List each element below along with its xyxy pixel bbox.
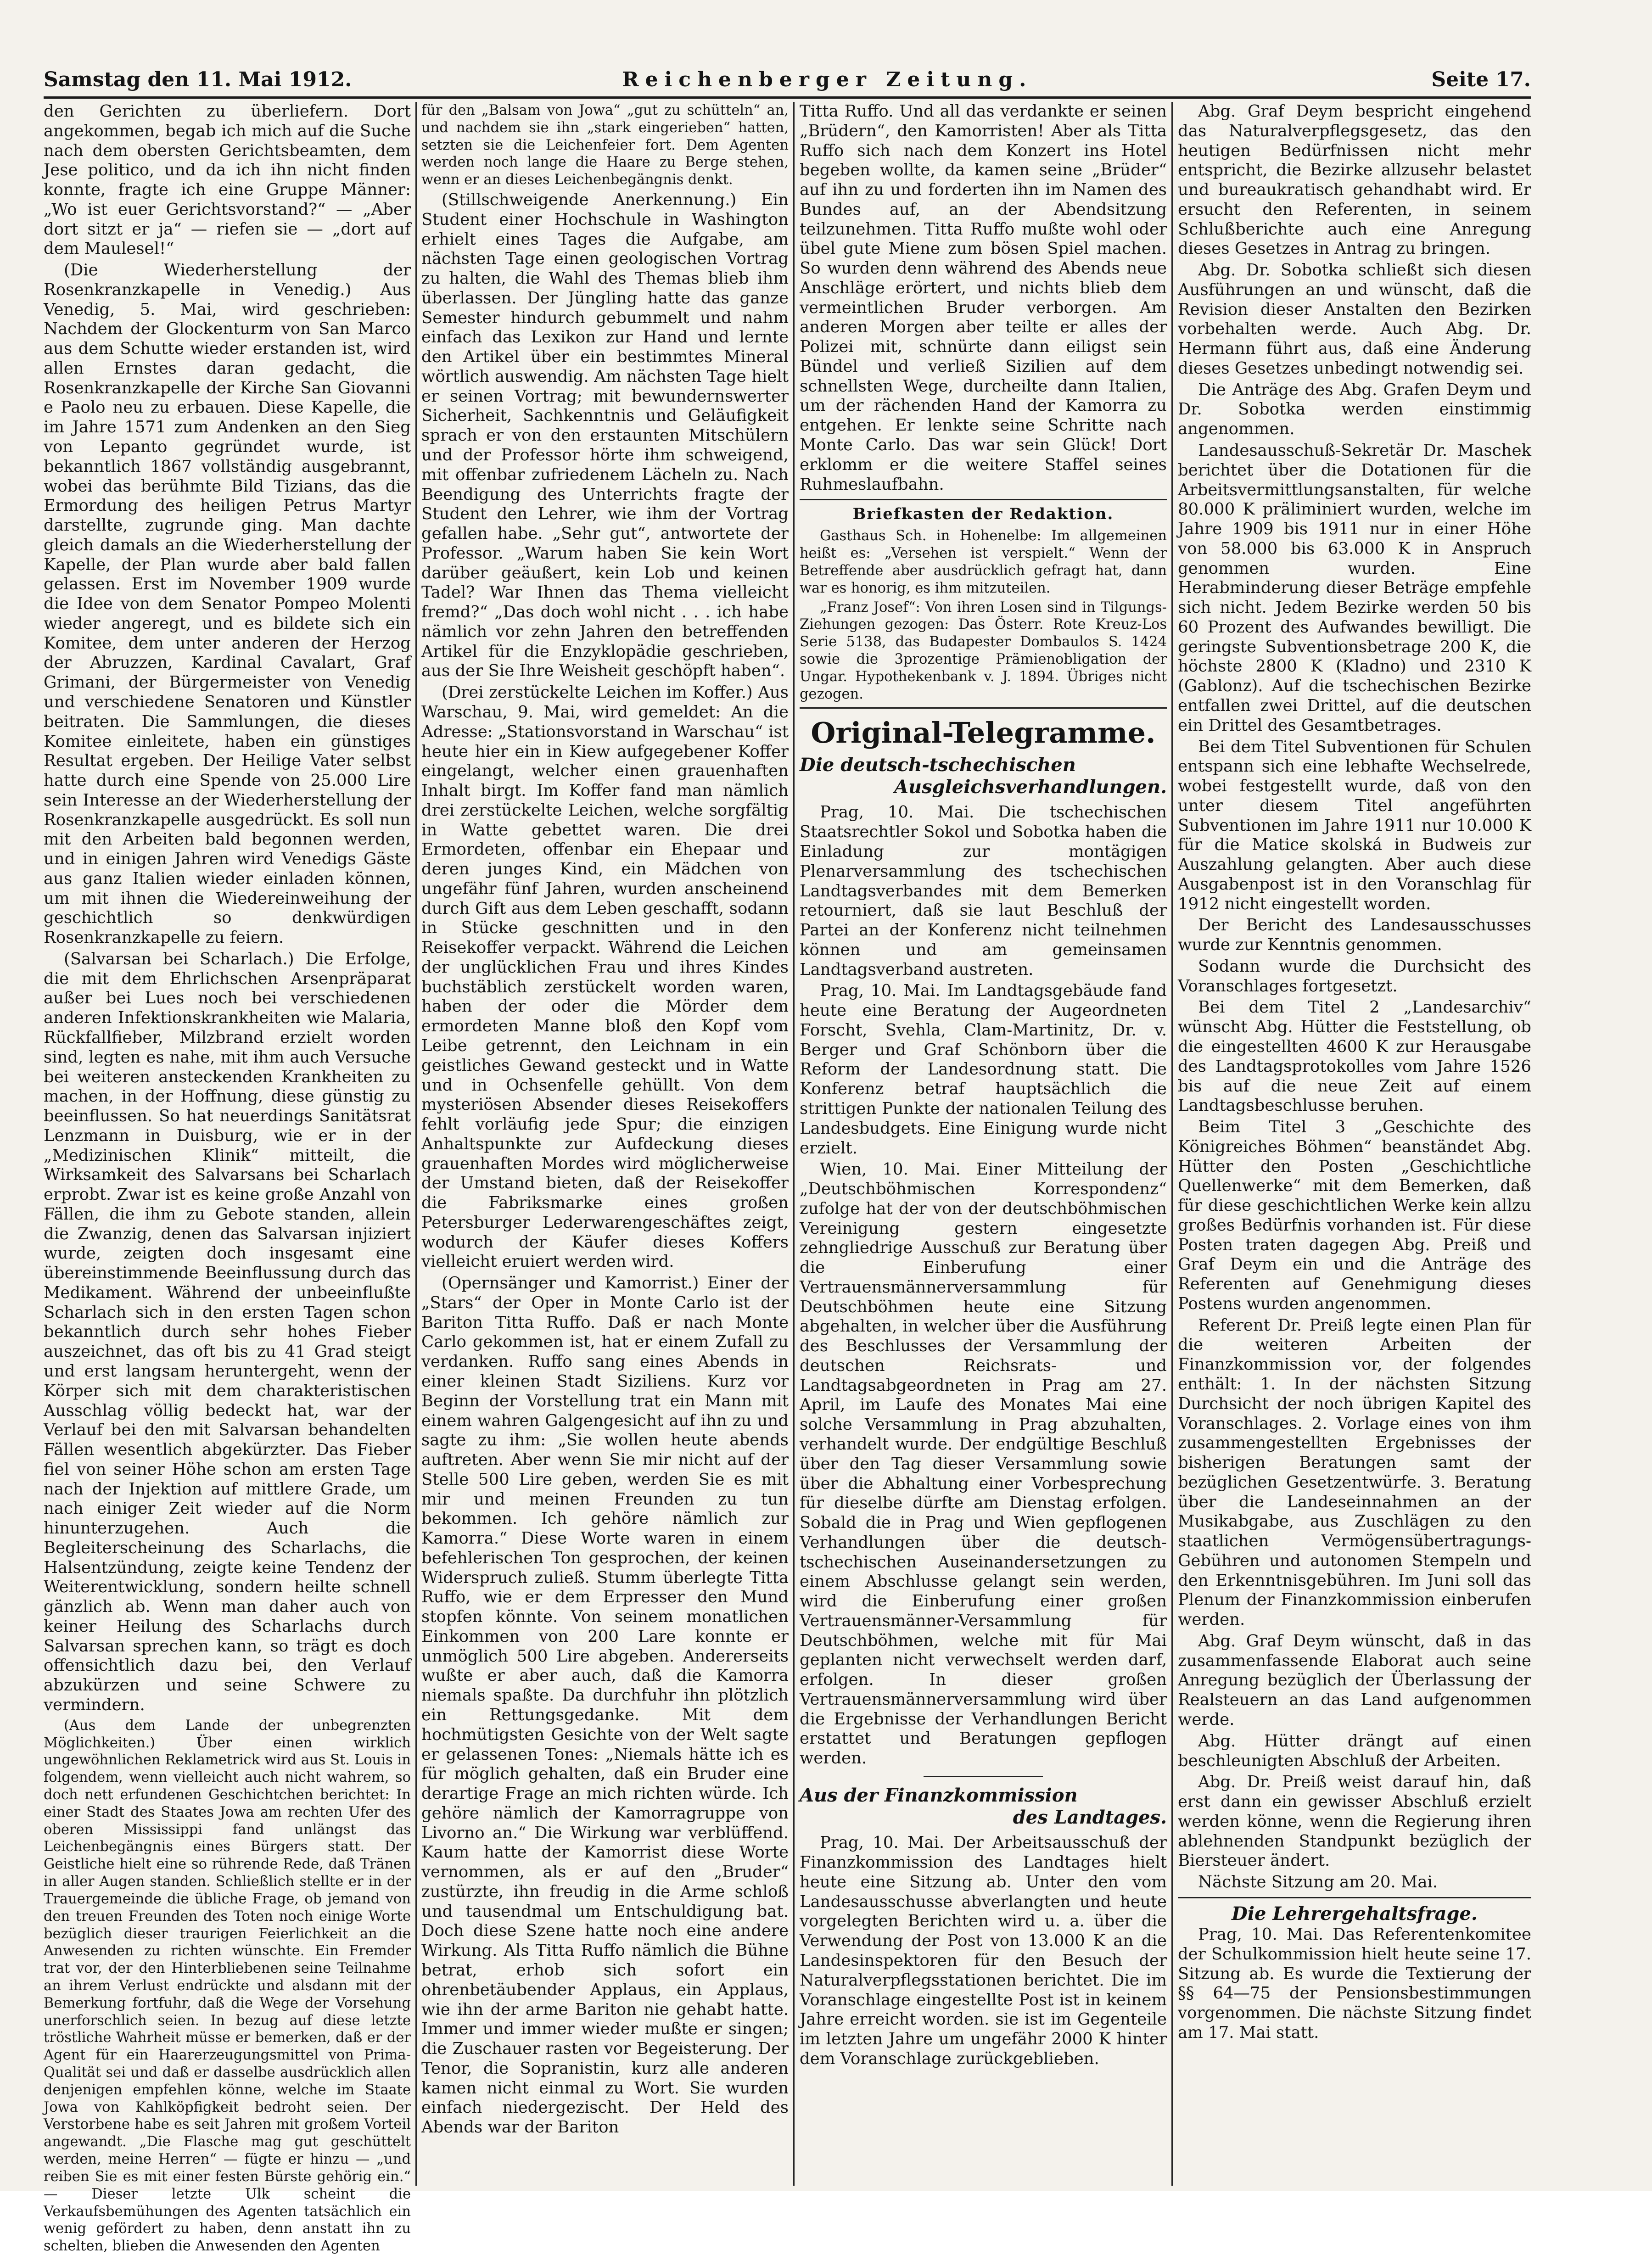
paragraph: Beim Titel 3 „Geschichte des Königreiches Böhmen“ beanständet Abg. Hütter den Posten „Geschichtliche Quellenwerke“ mit dem Bemerken, daß für diese geschichtlichen Werke kein allzu großes Bedürfnis vorhanden ist. Für diese Posten traten dagegen Abg. Preiß und Graf Deym ein und die Anträge des Referenten auf Genehmigung dieses Postens wurden angenommen.: [1178, 1118, 1531, 1313]
header-newspaper-title: Reichenberger Zeitung.: [622, 68, 1033, 91]
article-anerkennung: (Stillschweigende Anerkennung.) Ein Student einer Hochschule in Washington erhielt eines Tages die Aufgabe, am nächsten Tage einen geologischen Vortrag zu halten, die Wahl des Themas blieb ihm überlassen. Der Jüngling hatte das ganze Semester hindurch gebummelt und nahm einfach das Lexikon zur Hand und lernte den Artikel über ein bestimmtes Mineral wörtlich auswendig. Am nächsten Tage hielt er seinen Vortrag; mit bewundernswerter Sicherheit, Sachkenntnis und Geläufigkeit sprach er von den erstaunten Mitschülern und der Professor hörte ihm schweigend, mit offenbar zufriedenem Lächeln zu. Nach Beendigung des Unterrichts fragte der Student den Lehrer, wie ihm der Vortrag gefallen habe. „Sehr gut“, antwortete der Professor. „Warum haben Sie kein Wort darüber geäußert, kein Lob und keinen Tadel? War Ihnen das Thema vielleicht fremd?“ „Das doch wohl nicht . . . ich habe nämlich vor zehn Jahren den betreffenden Artikel für die Enzyklopädie geschrieben, aus der Sie Ihre Weisheit geschöpft haben“.: [421, 190, 789, 681]
column-rule: [1171, 102, 1173, 2186]
paragraph: Der Bericht des Landesausschusses wurde zur Kenntnis genommen.: [1178, 916, 1531, 955]
section-rule: [800, 499, 1167, 500]
article-salvarsan: (Salvarsan bei Scharlach.) Die Erfolge, die mit dem Ehrlichschen Arsenpräparat außer bei Lues noch bei verschiedenen anderen Infektionskrankheiten wie Malaria, Rückfallfieber, Milzbrand erzielt worden sind, legten es nahe, mit ihm auch Versuche bei weiteren ansteckenden Krankheiten zu machen, in der Hoffnung, diese günstig zu beeinflussen. So hat neuerdings Sanitätsrat Lenzmann in Duisburg, wie er in der „Medizinischen Klinik“ mitteilt, die Wirksamkeit des Salvarsans bei Scharlach erprobt. Zwar ist es keine große Anzahl von Fällen, die ihm zu Gebote standen, allein die Zwanzig, denen das Salvarsan injiziert wurde, zeigten doch insgesamt eine übereinstimmende Beeinflussung durch das Medikament. Während der unbeeinflußte Scharlach sich in den ersten Tagen schon bekanntlich durch sehr hohes Fieber auszeichnet, das oft bis zu 41 Grad steigt und erst langsam heruntergeht, wenn der Körper sich mit dem charakteristischen Ausschlag völlig bedeckt hat, war der Verlauf bei den mit Salvarsan behandelten Fällen wesentlich abgekürzter. Das Fieber fiel von seiner Höhe schon am ersten Tage nach der Injektion auf mittlere Grade, um nach einiger Zeit wieder auf die Norm hinunterzugehen. Auch die Begleiterscheinung des Scharlachs, die Halsentzündung, zeigte keine Tendenz der Weiterentwicklung, sondern heilte schnell gänzlich ab. Wenn man daher auch von keiner Heilung des Scharlachs durch Salvarsan sprechen kann, so trägt es doch offensichtlich dazu bei, den Verlauf abzukürzen und seine Schwere zu vermindern.: [44, 949, 411, 1715]
telegram-finanzkommission: Prag, 10. Mai. Der Arbeitsausschuß der Finanzkommission des Landtages hielt heute eine Sitzung ab. Unter den vom Landesausschusse abverlangten und heute vorgelegten Berichten wird u. a. über die Verwendung der Post von 13.000 K an die Landesinspektoren für den Besuch der Naturalverpflegsstationen berichtet. Die im Voranschlage eingestellte Post ist in keinem Jahre erreicht worden. sie ist im Gegenteile im letzten Jahre um ungefähr 2000 K hinter dem Voranschlage zurückgeblieben.: [800, 1833, 1167, 2068]
paragraph: Abg. Dr. Sobotka schließt sich diesen Ausführungen an und wünscht, daß die Revision dieser Anstalten den Bezirken vorbehalten werde. Auch Abg. Dr. Hermann führt aus, daß eine Änderung dieses Gesetzes unbedingt notwendig sei.: [1178, 261, 1531, 378]
column-1: [44, 102, 411, 2255]
article-continuation: Titta Ruffo. Und all das verdankte er seinen „Brüdern“, den Kamorristen! Aber als Titta Ruffo sich nach dem Konzert ins Hotel begeben wollte, da kamen seine „Brüder“ auf ihn zu und forderten ihn im Namen des Bundes auf, an der Abendsitzung teilzunehmen. Titta Ruffo mußte wohl oder übel gute Miene zum bösen Spiel machen. So wurden denn während des Abends neue Anschläge erörtert, und nichts blieb dem vermeintlichen Bruder verborgen. Am anderen Morgen aber teilte er alles der Polizei mit, schnürte dann eiligst sein Bündel und verließ Sizilien auf dem schnellsten Wege, durcheilte dann Italien, um der rächenden Hand der Kamorra zu entgehen. Er lenkte seine Schritte nach Monte Carlo. Das war sein Glück! Dort erklomm er die weitere Staffel seines Ruhmeslaufbahn.: [800, 102, 1167, 494]
header-date: Samstag den 11. Mai 1912.: [44, 68, 352, 91]
section-heading-briefkasten: Briefkasten der Redaktion.: [852, 505, 1114, 524]
article-leichen-im-koffer: (Drei zerstückelte Leichen im Koffer.) Aus Warschau, 9. Mai, wird gemeldet: An die Adresse: „Stationsvorstand in Warschau“ ist heute hier ein in Kiew aufgegebener Koffer eingelangt, welcher einen grauenhaften Inhalt birgt. Im Koffer fand man nämlich drei zerstückelte Leichen, welche sorgfältig in Watte gebettet waren. Die drei Ermordeten, offenbar ein Ehepaar und deren junges Kind, ein Mädchen von ungefähr fünf Jahren, wurden anscheinend durch Gift aus dem Leben geschafft, sodann in Stücke geschnitten und in den Reisekoffer verpackt. Während die Leichen der unglücklichen Frau und ihres Kindes buchstäblich zerstückelt worden waren, haben der oder die Mörder dem ermordeten Manne bloß den Kopf vom Leibe getrennt, den Leichnam in ein geistliches Gewand gesteckt und in Watte und in Ochsenfelle gehüllt. Von dem mysteriösen Absender dieses Reisekoffers fehlt vorläufig jede Spur; die einzigen Anhaltspunkte zur Aufdeckung dieses grauenhaften Mordes wird möglicherweise der Umstand bieten, daß der Reisekoffer die Fabriksmarke eines großen Petersburger Lederwarengeschäftes zeigt, wodurch der Käufer dieses Koffers vielleicht eruiert werden wird.: [421, 683, 789, 1271]
header-rule: [44, 96, 1531, 99]
column-4: [1178, 102, 1531, 2186]
article-opernsaenger: (Opernsänger und Kamorrist.) Einer der „Stars“ der Oper in Monte Carlo ist der Bariton Titta Ruffo. Daß er nach Monte Carlo gekommen ist, hat er einem Zufall zu verdanken. Ruffo sang eines Abends in einer kleinen Stadt Siziliens. Kurz vor Beginn der Vorstellung trat ein Mann mit einem wahren Galgengesicht auf ihn zu und sagte zu ihm: „Sie wollen heute abends auftreten. Aber wenn Sie mir nicht auf der Stelle 500 Lire geben, werden Sie es mit mir und meinen Freunden zu tun bekommen. Ich gehöre nämlich zur Kamorra.“ Diese Worte waren in einem befehlerischen Ton gesprochen, der keinen Widerspruch zuließ. Stumm überlegte Titta Ruffo, wie er dem Erpresser den Mund stopfen könnte. Von seinem monatlichen Einkommen von 200 Lare konnte er unmöglich 500 Lire abgeben. Andererseits wußte er aber auch, daß die Kamorra niemals spaßte. Da durchfuhr ihn plötzlich ein Rettungsgedanke. Mit dem hochmütigsten Gesichte von der Welt sagte er gelassenen Tones: „Niemals hätte ich es für möglich gehalten, daß ein Bruder eine derartige Frage an mich richten würde. Ich gehöre nämlich der Kamorragruppe von Livorno an.“ Die Wirkung war verblüffend. Kaum hatte der Kamorrist diese Worte vernommen, als er auf den „Bruder“ zustürzte, ihn freudig in die Arme schloß und tausendmal um Entschuldigung bat. Doch diese Szene hatte noch eine andere Wirkung. Als Titta Ruffo nämlich die Bühne betrat, erhob sich sofort ein ohrenbetäubender Applaus, ein Applaus, wie ihn der arme Bariton nie gehabt hatte. Immer und immer wieder mußte er singen; die Zuschauer rasten vor Begeisterung. Der Tenor, die Sopranistin, kurz alle anderen kamen nicht einmal zu Wort. Sie wurden einfach niedergezischt. Der Held des Abends war der Bariton: [421, 1274, 789, 2137]
paragraph: Abg. Graf Deym wünscht, daß in das zusammenfassende Elaborat auch seine Anregung bezüglich der Überlassung der Realsteuern an das Land aufgenommen werde.: [1178, 1631, 1531, 1729]
brief-entry: „Franz Josef“: Von ihren Losen sind in Tilgungs-Ziehungen gezogen: Das Österr. Rote Kreuz-Los Serie 5138, das Budapester Dombaulos S. 1424 sowie die 3prozentige Prämienobligation der Ungar. Hypothekenbank v. J. 1894. Übriges nicht gezogen.: [800, 599, 1167, 702]
subheading-finanzkommission-line1: Aus der Finanzkommission: [800, 1785, 1078, 1806]
article-continuation: den Gerichten zu überliefern. Dort angekommen, begab ich mich auf die Suche nach dem obersten Gerichtsbeamten, dem Jese politico, und da ich ihn nicht finden konnte, fragte ich eine Gruppe Männer: „Wo ist euer Gerichtsvorstand?“ — „Aber dort sitzt er ja“ — riefen sie — „dort auf dem Maulesel!“: [44, 102, 411, 258]
paragraph: Abg. Graf Deym bespricht eingehend das Naturalverpflegsgesetz, das den heutigen Bedürfnissen nicht mehr entspricht, die Bezirke allzusehr belastet und bureaukratisch gehandhabt wird. Er ersucht den Referenten, in seinem Schlußberichte auch eine Anregung dieses Gesetzes in Antrag zu bringen.: [1178, 102, 1531, 258]
column-2: [421, 102, 789, 2186]
column-rule: [793, 102, 795, 2186]
page-header: [44, 64, 1531, 96]
section-rule: [1178, 1897, 1531, 1898]
telegram-wien: Wien, 10. Mai. Einer Mitteilung der „Deutschböhmischen Korrespondenz“ zufolge hat der von der deutschböhmischen Vereinigung gestern eingesetzte zehngliedrige Ausschuß zur Beratung über die Einberufung einer Vertrauensmännerversammlung für Deutschböhmen heute eine Sitzung abgehalten, in welcher über die Ausführung des Beschlusses der Versammlung der deutschen Reichsrats- und Landtagsabgeordneten in Prag am 27. April, im Laufe des Monates Mai eine solche Versammlung in Prag abzuhalten, verhandelt wurde. Der endgültige Beschluß über den Tag dieser Versammlung sowie über die Abhaltung einer Vorbesprechung für dieselbe dürfte am Dienstag erfolgen. Sobald die in Prag und Wien gepflogenen Verhandlungen über die deutsch-tschechischen Auseinandersetzungen zu einem Abschlusse gelangt sein werden, wird die Einberufung einer großen Vertrauensmänner-Versammlung für Deutschböhmen, welche mit für Mai geplanten nicht verwechselt werden darf, erfolgen. In dieser großen Vertrauensmännerversammlung wird über die Ergebnisse der Verhandlungen Bericht erstattet und Beratungen gepflogen werden.: [800, 1160, 1167, 1768]
brief-entry: Gasthaus Sch. in Hohenelbe: Im allgemeinen heißt es: „Versehen ist verspielt.“ Wenn der Betreffende aber ausdrücklich gefragt hat, dann war es honorig, es ihm mitzuteilen.: [800, 528, 1167, 596]
subheading-finanzkommission-line2: des Landtages.: [1013, 1807, 1167, 1829]
paragraph: Abg. Hütter drängt auf einen beschleunigten Abschluß der Arbeiten.: [1178, 1731, 1531, 1770]
paragraph: Bei dem Titel Subventionen für Schulen entspann sich eine lebhafte Wechselrede, wobei festgestellt wurde, daß von den unter diesem Titel angeführten Subventionen im Jahre 1911 nur 10.000 K für die Matice skolská in Budweis zur Auszahlung gelangten. Aber auch diese Ausgabenpost ist in den Voranschlag für 1912 nicht eingestellt worden.: [1178, 737, 1531, 913]
section-heading-telegramme: Original-Telegramme.: [811, 716, 1156, 750]
telegram-prag-1: Prag, 10. Mai. Die tschechischen Staatsrechtler Sokol und Sobotka haben die Einladung zur montägigen Plenarversammlung des tschechischen Landtagsverbandes mit dem Bemerken retourniert, daß sie laut Beschluß der Partei an der Konferenz nicht teilnehmen können und am gemeinsamen Landtagsverband austreten.: [800, 803, 1167, 979]
short-rule: [924, 1776, 1043, 1777]
paragraph: Prag, 10. Mai. Das Referentenkomitee der Schulkommission hielt heute seine 17. Sitzung ab. Es wurde die Textierung der §§ 64—75 der Pensionsbestimmungen vorgenommen. Die nächste Sitzung findet am 17. Mai statt.: [1178, 1925, 1531, 2042]
paragraph: Nächste Sitzung am 20. Mai.: [1198, 1873, 1438, 1892]
paragraph: Bei dem Titel 2 „Landesarchiv“ wünscht Abg. Hütter die Feststellung, ob die eingestellten 4600 K zur Herausgabe des Landtagsprotokolles vom Jahre 1526 bis auf die neue Zeit auf einem Landtagsbeschlusse beruhen.: [1178, 998, 1531, 1115]
section-heading-lehrergehaltsfrage: Die Lehrergehaltsfrage.: [1232, 1902, 1478, 1925]
article-continuation: für den „Balsam von Jowa“ „gut zu schütteln“ an, und nachdem sie ihn „stark eingerieben“ hatten, setzten sie die Leichenfeier fort. Dem Agenten werden noch lange die Haare zu Berge stehen, wenn er an dieses Leichenbegängnis denkt.: [421, 102, 789, 188]
telegram-prag-2: Prag, 10. Mai. Im Landtagsgebäude fand heute eine Beratung der Augeordneten Forscht, Svehla, Clam-Martinitz, Dr. v. Berger und Graf Schönborn über die Reform der Landesordnung statt. Die Konferenz betraf hauptsächlich die strittigen Punkte der nationalen Teilung des Landesbudgets. Eine Einigung wurde nicht erzielt.: [800, 981, 1167, 1158]
paragraph: Sodann wurde die Durchsicht des Voranschlages fortgesetzt.: [1178, 957, 1531, 996]
article-reklametrick: (Aus dem Lande der unbegrenzten Möglichkeiten.) Über einen wirklich ungewöhnlichen Reklametrick wird aus St. Louis in folgendem, wenn vielleicht auch nicht wahrem, so doch nett erfundenen Geschichtchen berichtet: In einer Stadt des Staates Jowa am rechten Ufer des oberen Mississippi fand unlängst das Leichenbegängnis eines Bürgers statt. Der Geistliche hielt eine so rührende Rede, daß Tränen in aller Augen standen. Schließlich stellte er in der Trauergemeinde die übliche Frage, ob jemand von den treuen Freunden des Toten noch einige Worte bezüglich dieser traurigen Feierlichkeit an die Anwesenden zu richten wünschte. Ein Fremder trat vor, der den Hinterbliebenen seine Teilnahme an ihrem Verlust endrückte und alsdann mit der Bemerkung fortfuhr, daß die Wege der Vorsehung unerforschlich seien. In bezug auf diese letzte tröstliche Wahrheit müsse er bemerken, daß er der Agent für ein Haarerzeugungsmittel von Prima-Qualität sei und daß er dasselbe ausdrücklich allen denjenigen empfehlen könne, welche im Staate Jowa von Kahlköpfigkeit bedroht seien. Der Verstorbene habe es seit Jahren mit großem Vorteil angewandt. „Die Flasche mag gut geschüttelt werden, meine Herren“ — fügte er hinzu — „und reiben Sie es mit einer festen Bürste gehörig ein.“ — Dieser letzte Ulk scheint die Verkaufsbemühungen des Agenten tatsächlich ein wenig gefördert zu haben, denn anstatt ihn zu schelten, blieben die Anwesenden den Agenten: [44, 1717, 411, 2255]
article-rosenkranzkapelle: (Die Wiederherstellung der Rosenkranzkapelle in Venedig.) Aus Venedig, 5. Mai, wird geschrieben: Nachdem der Glockenturm von San Marco aus dem Schutte wieder erstanden ist, wird allen Ernstes daran gedacht, die Rosenkranzkapelle der Kirche San Giovanni e Paolo neu zu erbauen. Diese Kapelle, die im Jahre 1571 zum Andenken an den Sieg von Lepanto gegründet wurde, ist bekanntlich 1867 vollständig ausgebrannt, wobei das berühmte Bild Tizians, das die Ermordung des heiligen Petrus Martyr darstellte, zugrunde ging. Man dachte gleich damals an die Wiederherstellung der Kapelle, der Plan wurde aber bald fallen gelassen. Erst im November 1909 wurde die Idee von dem Senator Pompeo Molenti wieder angeregt, und es bildete sich ein Komitee, dem unter anderen der Herzog der Abruzzen, Kardinal Cavalart, Graf Grimani, der Bürgermeister von Venedig und verschiedene Senatoren und Künstler beitraten. Die Sammlungen, die dieses Komitee einleitete, haben ein günstiges Resultat ergeben. Der Heilige Vater selbst hatte durch eine Spende von 25.000 Lire sein Interesse an der Wiederherstellung der Rosenkranzkapelle ausgedrückt. Es soll nun mit den Arbeiten bald begonnen werden, und in einigen Jahren wird Venedigs Gäste aus ganz Italien wieder einladen können, um mit ihnen die Wiedereinweihung der geschichtlich so denkwürdigen Rosenkranzkapelle zu feiern.: [44, 261, 411, 947]
section-rule: [800, 707, 1167, 709]
subheading-ausgleich-line2: Ausgleichsverhandlungen.: [894, 776, 1167, 798]
paragraph: Die Anträge des Abg. Grafen Deym und Dr. Sobotka werden einstimmig angenommen.: [1178, 380, 1531, 439]
paragraph: Landesausschuß-Sekretär Dr. Maschek berichtet über die Dotationen für die Arbeitsvermittlungsanstalten, für welche 80.000 K präliminiert wurden, welche im Jahre 1909 bis 1911 nur in einer Höhe von 58.000 bis 63.000 K in Anspruch genommen wurden. Eine Herabminderung dieser Beträge empfehle sich nicht. Jedem Bezirke werden 50 bis 60 Prozent des Aufwandes bewilligt. Die geringste Subventionsbetrage 200 K, die höchste 2800 K (Kladno) und 2310 K (Gablonz). Auf die tschechischen Bezirke entfallen zwei Drittel, auf die deutschen ein Drittel des Gesamtbetrages.: [1178, 441, 1531, 735]
paragraph: Abg. Dr. Preiß weist darauf hin, daß erst dann ein gewisser Abschluß erzielt werden könne, wenn die Regierung ihren ablehnenden Standpunkt bezüglich der Biersteuer ändert.: [1178, 1773, 1531, 1870]
header-page-number: Seite 17.: [1431, 68, 1531, 91]
column-rule: [415, 102, 417, 2186]
column-3: [800, 102, 1167, 2186]
subheading-ausgleich-line1: Die deutsch-tschechischen: [800, 754, 1076, 776]
paragraph: Referent Dr. Preiß legte einen Plan für die weiteren Arbeiten der Finanzkommission vor, der folgendes enthält: 1. In der nächsten Sitzung Durchsicht der noch übrigen Kapitel des Voranschlages. 2. Vorlage eines von ihm zusammengestellten Ergebnisses der bisherigen Beratungen samt der bezüglichen Gesetzentwürfe. 3. Beratung über die Landeseinnahmen an der Musikabgabe, aus Zuschlägen zu den staatlichen Vermögensübertragungs-Gebühren und autonomen Stempeln und den Erkenntnisgebühren. Im Juni soll das Plenum der Finanzkommission einberufen werden.: [1178, 1315, 1531, 1629]
